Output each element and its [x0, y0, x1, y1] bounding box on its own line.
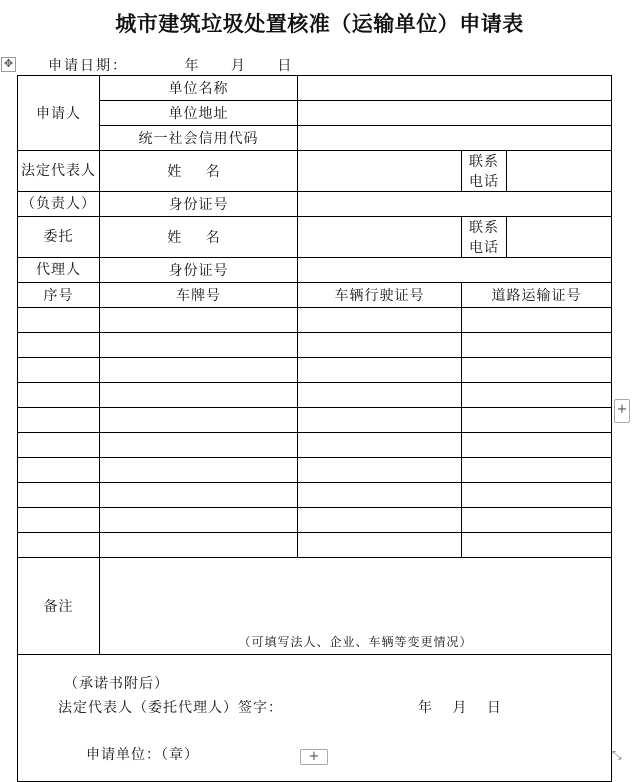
table-move-handle-icon[interactable]: ✥ — [1, 57, 16, 72]
legal-rep-id-label: 身份证号 — [100, 192, 298, 217]
vehicle-seq-cell[interactable] — [18, 358, 100, 383]
vehicle-transport-cell[interactable] — [462, 383, 612, 408]
add-row-button[interactable]: + — [300, 749, 328, 765]
vehicle-license-cell[interactable] — [298, 383, 462, 408]
agent-id-field[interactable] — [298, 258, 612, 283]
agent-label: 委托 — [18, 217, 100, 258]
application-date-label: 申请日期： — [48, 58, 128, 74]
legal-rep-phone-text: 联系电话 — [469, 154, 499, 190]
agent-name-field[interactable] — [298, 217, 462, 258]
credit-code-field[interactable] — [298, 126, 612, 151]
agent-sublabel: 代理人 — [18, 258, 100, 283]
signature-day: 日 — [486, 700, 503, 716]
vehicle-plate-cell[interactable] — [100, 333, 298, 358]
promise-note: （承诺书附后） — [64, 676, 169, 692]
vehicle-license-cell[interactable] — [298, 483, 462, 508]
vehicle-license-cell[interactable] — [298, 333, 462, 358]
vehicle-seq-cell[interactable] — [18, 458, 100, 483]
vehicle-row — [18, 333, 612, 358]
vehicle-seq-cell[interactable] — [18, 533, 100, 558]
col-header-seq: 序号 — [18, 283, 100, 308]
legal-rep-name-label: 姓 名 — [100, 151, 298, 192]
vehicle-license-cell[interactable] — [298, 358, 462, 383]
vehicle-plate-cell[interactable] — [100, 433, 298, 458]
legal-rep-name-field[interactable] — [298, 151, 462, 192]
vehicle-license-cell[interactable] — [298, 308, 462, 333]
vehicle-row — [18, 533, 612, 558]
vehicle-license-cell[interactable] — [298, 458, 462, 483]
vehicle-plate-cell[interactable] — [100, 458, 298, 483]
vehicle-license-cell[interactable] — [298, 408, 462, 433]
signature-date — [418, 697, 515, 717]
vehicle-seq-cell[interactable] — [18, 483, 100, 508]
vehicle-row — [18, 433, 612, 458]
vehicle-transport-cell[interactable] — [462, 358, 612, 383]
signature-year: 年 — [418, 700, 434, 716]
vehicle-row — [18, 383, 612, 408]
vehicle-plate-cell[interactable] — [100, 533, 298, 558]
remarks-label: 备注 — [18, 558, 100, 655]
legal-rep-phone-label — [462, 151, 507, 192]
vehicle-plate-cell[interactable] — [100, 483, 298, 508]
legal-rep-id-field[interactable] — [298, 192, 612, 217]
date-day: 日 — [277, 58, 294, 74]
credit-code-label: 统一社会信用代码 — [100, 126, 298, 151]
vehicle-transport-cell[interactable] — [462, 308, 612, 333]
vehicle-plate-cell[interactable] — [100, 383, 298, 408]
col-header-license: 车辆行驶证号 — [298, 283, 462, 308]
application-date-line — [48, 55, 303, 75]
unit-name-label: 单位名称 — [100, 76, 298, 101]
vehicle-license-cell[interactable] — [298, 508, 462, 533]
unit-address-label: 单位地址 — [100, 101, 298, 126]
remarks-field[interactable] — [100, 558, 612, 655]
vehicle-seq-cell[interactable] — [18, 433, 100, 458]
vehicle-plate-cell[interactable] — [100, 308, 298, 333]
legal-rep-label: 法定代表人 — [18, 151, 100, 192]
agent-phone-text: 联系电话 — [469, 220, 499, 256]
agent-id-label: 身份证号 — [100, 258, 298, 283]
vehicle-transport-cell[interactable] — [462, 333, 612, 358]
agent-phone-label — [462, 217, 507, 258]
vehicle-plate-cell[interactable] — [100, 358, 298, 383]
table-resize-handle-icon[interactable]: ⤡ — [612, 748, 622, 762]
vehicle-license-cell[interactable] — [298, 433, 462, 458]
applicant-unit-seal-label: 申请单位：（章） — [86, 747, 199, 763]
vehicle-transport-cell[interactable] — [462, 533, 612, 558]
agent-name-label: 姓 名 — [100, 217, 298, 258]
vehicle-row — [18, 483, 612, 508]
vehicle-seq-cell[interactable] — [18, 508, 100, 533]
vehicle-seq-cell[interactable] — [18, 408, 100, 433]
vehicle-license-cell[interactable] — [298, 533, 462, 558]
agent-phone-field[interactable] — [507, 217, 612, 258]
vehicle-row — [18, 508, 612, 533]
vehicle-transport-cell[interactable] — [462, 458, 612, 483]
signature-label: 法定代表人（委托代理人）签字： — [58, 700, 283, 716]
vehicle-seq-cell[interactable] — [18, 383, 100, 408]
vehicle-seq-cell[interactable] — [18, 308, 100, 333]
applicant-section-label: 申请人 — [18, 76, 100, 151]
vehicle-transport-cell[interactable] — [462, 408, 612, 433]
date-year: 年 — [184, 58, 201, 74]
unit-address-field[interactable] — [298, 101, 612, 126]
legal-rep-phone-field[interactable] — [507, 151, 612, 192]
vehicle-seq-cell[interactable] — [18, 333, 100, 358]
vehicle-row — [18, 358, 612, 383]
vehicle-rows — [18, 308, 612, 558]
vehicle-transport-cell[interactable] — [462, 433, 612, 458]
application-form-table — [17, 75, 612, 782]
vehicle-row — [18, 308, 612, 333]
vehicle-plate-cell[interactable] — [100, 408, 298, 433]
vehicle-row — [18, 458, 612, 483]
vehicle-transport-cell[interactable] — [462, 508, 612, 533]
add-column-button[interactable]: + — [614, 399, 630, 423]
col-header-plate: 车牌号 — [100, 283, 298, 308]
vehicle-plate-cell[interactable] — [100, 508, 298, 533]
vehicle-row — [18, 408, 612, 433]
legal-rep-sublabel: （负责人） — [18, 192, 100, 217]
form-title: 城市建筑垃圾处置核准（运输单位）申请表 — [115, 12, 524, 36]
unit-name-field[interactable] — [298, 76, 612, 101]
col-header-transport: 道路运输证号 — [462, 283, 612, 308]
date-month: 月 — [230, 58, 247, 74]
signature-month: 月 — [452, 700, 469, 716]
vehicle-transport-cell[interactable] — [462, 483, 612, 508]
remarks-note: （可填写法人、企业、车辆等变更情况） — [238, 635, 473, 649]
